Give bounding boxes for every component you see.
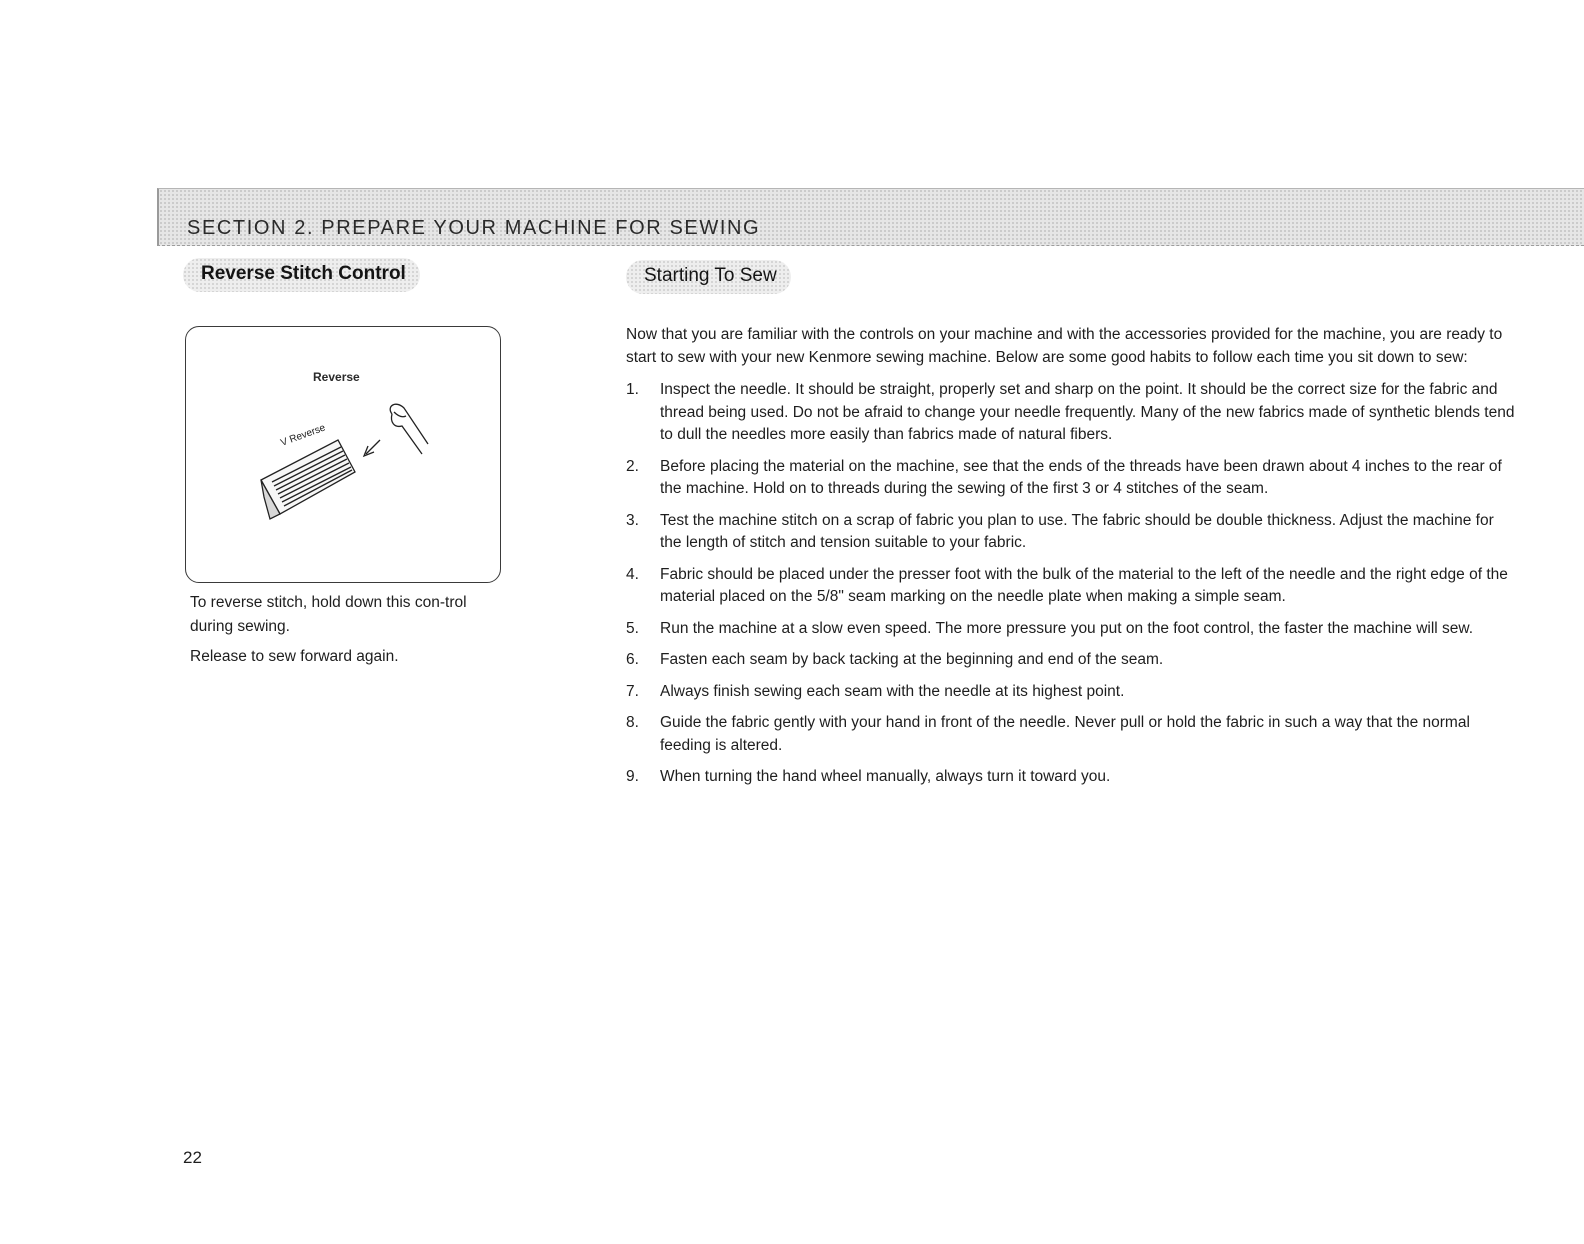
reverse-control-figure <box>185 326 501 583</box>
step-text: Guide the fabric gently with your hand in front of the needle. Never pull or hold the fabric in such a way that the normal feeding is altered. <box>660 714 1470 754</box>
step-number: 1. <box>626 381 639 398</box>
list-item <box>626 456 1518 501</box>
page-number: 22 <box>183 1148 202 1167</box>
step-text: Inspect the needle. It should be straight, properly set and sharp on the point. It should be the correct size for the fabric and thread being used. Do not be afraid to change your needle frequently. Many of the new fabrics made of synthetic blends tend to dull the needles more easily than fabrics made of natural fibers. <box>660 381 1515 443</box>
step-text: Test the machine stitch on a scrap of fabric you plan to use. The fabric should be double thickness. Adjust the machine for the length of stitch and tension suitable to your fabric. <box>660 511 1494 551</box>
steps-list <box>626 379 1518 789</box>
list-item <box>626 510 1518 555</box>
step-number: 7. <box>626 682 639 700</box>
step-number: 6. <box>626 651 639 668</box>
step-number: 2. <box>626 457 639 475</box>
list-item <box>626 564 1518 609</box>
lever-text: V Reverse <box>279 422 327 449</box>
section-banner <box>157 188 1584 246</box>
intro-paragraph: Now that you are familiar with the controls on your machine and with the accessories provided for the machine, you are ready to start to sew with your new Kenmore sewing machine. Below are some good habits to follow each time you sit down to sew: <box>626 326 1503 366</box>
step-number: 3. <box>626 511 639 529</box>
list-item <box>626 379 1518 447</box>
step-text: Fasten each seam by back tacking at the beginning and end of the seam. <box>660 651 1164 668</box>
caption-hold: To reverse stitch, hold down this con-trol during sewing. <box>190 594 467 635</box>
section-title: SECTION 2. PREPARE YOUR MACHINE FOR SEWING <box>187 217 761 239</box>
step-text: When turning the hand wheel manually, always turn it toward you. <box>660 768 1111 785</box>
list-item <box>626 618 1518 641</box>
step-number: 4. <box>626 565 639 583</box>
list-item <box>626 681 1518 704</box>
step-number: 5. <box>626 619 639 637</box>
figure-label: Reverse <box>313 370 360 384</box>
step-number: 9. <box>626 768 639 785</box>
list-item <box>626 649 1518 672</box>
caption-release: Release to sew forward again. <box>190 648 399 665</box>
starting-to-sew-content <box>626 324 1518 798</box>
reverse-stitch-heading: Reverse Stitch Control <box>183 258 420 292</box>
step-text: Run the machine at a slow even speed. The more pressure you put on the foot control, the faster the machine will sew. <box>660 619 1474 637</box>
step-text: Fabric should be placed under the presser foot with the bulk of the material to the left of the needle and the right edge of the material placed on the 5/8" seam marking on the needle plate when making a simple seam. <box>660 565 1508 605</box>
step-number: 8. <box>626 714 639 731</box>
step-text: Before placing the material on the machine, see that the ends of the threads have been drawn about 4 inches to the rear of the machine. Hold on to threads during the sewing of the first 3 or 4 stitches of the seam. <box>660 457 1502 497</box>
list-item <box>626 712 1518 757</box>
step-text: Always finish sewing each seam with the needle at its highest point. <box>660 682 1125 700</box>
reverse-lever-illustration <box>256 402 446 537</box>
reverse-caption <box>190 591 510 675</box>
starting-to-sew-heading: Starting To Sew <box>626 260 791 294</box>
list-item <box>626 766 1518 789</box>
